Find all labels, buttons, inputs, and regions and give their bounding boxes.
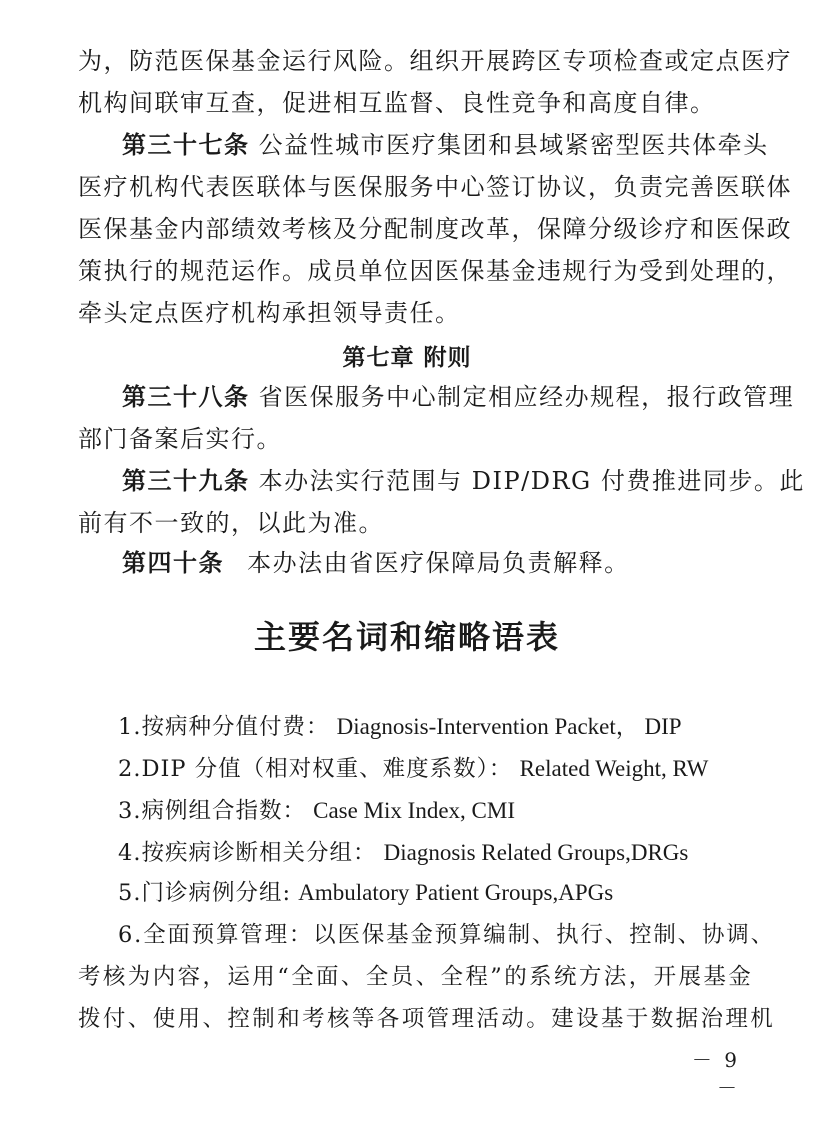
glossary-item-6-line-3: 拨付、使用、控制和考核等各项管理活动。建设基于数据治理机 [78,1006,776,1032]
article40-label: 第四十条 [122,549,224,577]
article39-label: 第三十九条 [122,467,250,495]
glossary-item-3 [118,796,758,826]
page-number: － 9 － [691,1048,740,1100]
article37-line-2: 医疗机构代表医联体与医保服务中心签订协议，负责完善医联体 [78,173,792,201]
article37-text-1: 公益性城市医疗集团和县域紧密型医共体牵头 [258,131,769,159]
article36-line-1: 为，防范医保基金运行风险。组织开展跨区专项检查或定点医疗 [78,47,792,75]
glossary-item-5-term: 5.门诊病例分组: [118,880,292,906]
article36-line-2: 机构间联审互查，促进相互监督、良性竞争和高度自律。 [78,89,716,117]
article37-line-3: 医保基金内部绩效考核及分配制度改革，保障分级诊疗和医保政 [78,215,792,243]
article37-line-5: 牵头定点医疗机构承担领导责任。 [78,299,461,327]
article40-line [122,548,738,578]
article37-line-4: 策执行的规范运作。成员单位因医保基金违规行为受到处理的， [78,257,792,285]
glossary-item-5-english: Ambulatory Patient Groups,APGs [298,880,614,905]
glossary-item-6-line-1: 6.全面预算管理：以医保基金预算编制、执行、控制、协调、 [118,922,775,948]
glossary-item-2 [118,754,758,784]
glossary-item-1 [118,712,758,742]
glossary-item-5 [118,878,758,908]
chapter7-heading: 第七章 附则 [342,345,472,371]
article38-text-1: 省医保服务中心制定相应经办规程，报行政管理 [258,383,795,411]
article37-first-line [122,130,769,160]
article39-first-line [122,466,805,496]
article39-line-2: 前有不一致的，以此为准。 [78,509,384,537]
glossary-item-1-term: 1.按病种分值付费： [118,714,330,740]
glossary-item-1-english: Diagnosis-Intervention Packet， DIP [336,714,682,739]
article37-label: 第三十七条 [122,131,250,159]
glossary-title: 主要名词和缩略语表 [253,618,560,656]
glossary-item-3-english: Case Mix Index, CMI [313,798,515,823]
glossary-item-4 [118,838,758,868]
article39-text-1: 本办法实行范围与 DIP/DRG 付费推进同步。此 [258,467,805,495]
article38-label: 第三十八条 [122,383,250,411]
article40-text: 本办法由省医疗保障局负责解释。 [247,549,630,577]
glossary-item-3-term: 3.病例组合指数： [118,798,306,824]
glossary-item-4-term: 4.按疾病诊断相关分组： [118,840,377,866]
article38-first-line [122,382,795,412]
glossary-item-2-english: Related Weight, RW [519,756,709,781]
article38-line-2: 部门备案后实行。 [78,425,282,453]
glossary-item-4-english: Diagnosis Related Groups,DRGs [383,840,689,865]
glossary-item-2-term: 2.DIP 分值（相对权重、难度系数）： [118,756,513,782]
glossary-item-6-line-2: 考核为内容，运用“全面、全员、全程”的系统方法，开展基金 [78,964,754,990]
